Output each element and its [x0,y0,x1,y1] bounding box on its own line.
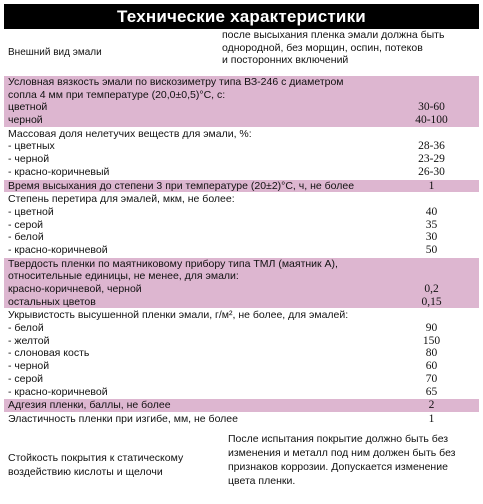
spec-value-line: 26-30 [418,165,445,178]
spec-label-line: Степень перетира для эмалей, мкм, не более: [8,193,235,206]
spec-value-line: 50 [425,243,438,256]
spec-label [4,193,384,256]
spec-label-line: - черной [8,360,50,373]
spec-value [218,29,479,75]
spec-label-line: сопла 4 мм при температуре (20,0±0,5)°С, с: [8,88,226,101]
spec-label-line: Время высыхания до степени 3 при температуре (20±2)°С, ч, не более [8,179,355,192]
spec-row-chemical-resistance [4,426,479,504]
spec-value-line: 65 [425,385,438,398]
spec-value-line: 1 [428,179,435,192]
spec-value [384,128,479,179]
spec-value-line: цвета пленки. [228,474,296,487]
spec-label-line: - цветных [8,140,55,153]
spec-value-line: 60 [425,360,438,373]
spec-value-line: 90 [425,322,438,335]
spec-value [384,399,479,412]
spec-table [4,29,479,504]
spec-value-line [384,258,479,271]
spec-value-line [384,89,479,102]
spec-label-line: цветной [8,101,48,114]
spec-label-line: относительные единицы, не менее, для эмали: [8,270,239,283]
spec-value-line: 1 [428,412,435,425]
spec-value-line: 80 [425,347,438,360]
spec-label [4,76,384,127]
spec-label-line: - цветной [8,205,54,218]
spec-row [4,257,479,309]
spec-value-line: После испытания покрытие должно быть без [228,432,449,445]
spec-value [384,309,479,398]
spec-label-line: Адгезия пленки, баллы, не более [8,399,171,412]
spec-value [222,426,479,504]
spec-value-line: признаков коррозии. Допускается изменение [228,460,448,473]
spec-label-line: - серой [8,218,44,231]
spec-value-line: 150 [422,334,441,347]
spec-value-line [384,309,479,322]
spec-value-line: 70 [425,372,438,385]
spec-value [384,193,479,256]
spec-value-line [384,193,479,206]
spec-value-line: 2 [428,399,435,412]
spec-label-line: - слоновая кость [8,347,90,360]
spec-value [384,413,479,426]
spec-row [4,308,479,398]
spec-value [384,180,479,193]
spec-label-line: - красно-коричневой [8,385,108,398]
spec-row [4,398,479,412]
spec-label-line: - красно-коричневой [8,243,108,256]
spec-label-line: воздействию кислоты и щелочи [8,465,163,478]
spec-value [384,76,479,127]
spec-value-line [384,128,479,141]
spec-value-line: 0,2 [424,283,439,295]
spec-label-line: Стойкость покрытия к статическому [8,451,184,464]
spec-value-line [384,76,479,89]
spec-value-line: 23-29 [418,153,445,166]
spec-label-line: Укрывистость высушенной пленки эмали, г/м², не более, для эмалей: [8,309,349,322]
spec-value-line: 35 [425,218,438,231]
spec-value-line: 30 [425,231,438,244]
spec-value-line: и посторонних включений [222,54,349,66]
spec-value-line [384,270,479,283]
spec-label [4,413,384,426]
spec-value-line: 28-36 [418,140,445,153]
spec-value-line: после высыхания пленка эмали должна быть [222,29,445,41]
spec-value-line: 40 [425,205,438,218]
page-title: Технические характеристики [4,4,479,29]
spec-value-line: 30-60 [418,101,445,114]
spec-row [4,192,479,256]
spec-row [4,75,479,127]
spec-label-line: Эластичность пленки при изгибе, мм, не более [8,412,238,425]
spec-label-line: - желтой [8,334,50,347]
spec-label-line: - красно-коричневый [8,165,110,178]
spec-label-line: черной [8,114,43,127]
spec-value [384,258,479,309]
spec-label-line: красно-коричневой, черной [8,283,142,295]
spec-label-line: Твердость пленки по маятниковому прибору типа ТМЛ (маятник А), [8,257,338,270]
spec-label-line: - черной [8,153,50,166]
spec-label-line: остальных цветов [8,295,96,308]
spec-label: Внешний вид эмали [8,46,102,58]
spec-label-line: - белой [8,231,44,244]
spec-value-line: изменения и металл под ним должен быть без [228,446,456,459]
spec-value-line: 0,15 [421,295,442,308]
spec-value-line: однородной, без морщин, оспин, потеков [222,41,423,54]
spec-value-line: 40-100 [415,114,448,127]
spec-label-line: Условная вязкость эмали по вискозиметру типа ВЗ-246 с диаметром [8,76,344,88]
spec-row [4,179,479,193]
spec-row [4,127,479,179]
spec-label [4,258,384,309]
spec-label-line: Массовая доля нелетучих веществ для эмали, %: [8,127,252,140]
spec-label [4,426,222,504]
spec-label [4,399,384,412]
spec-label-line: - белой [8,322,44,335]
spec-label [4,309,384,398]
spec-row-appearance [4,29,479,75]
spec-row [4,412,479,426]
spec-label [4,128,384,179]
spec-label [4,180,384,193]
spec-rows [4,75,479,426]
spec-label-line: - серой [8,372,44,385]
